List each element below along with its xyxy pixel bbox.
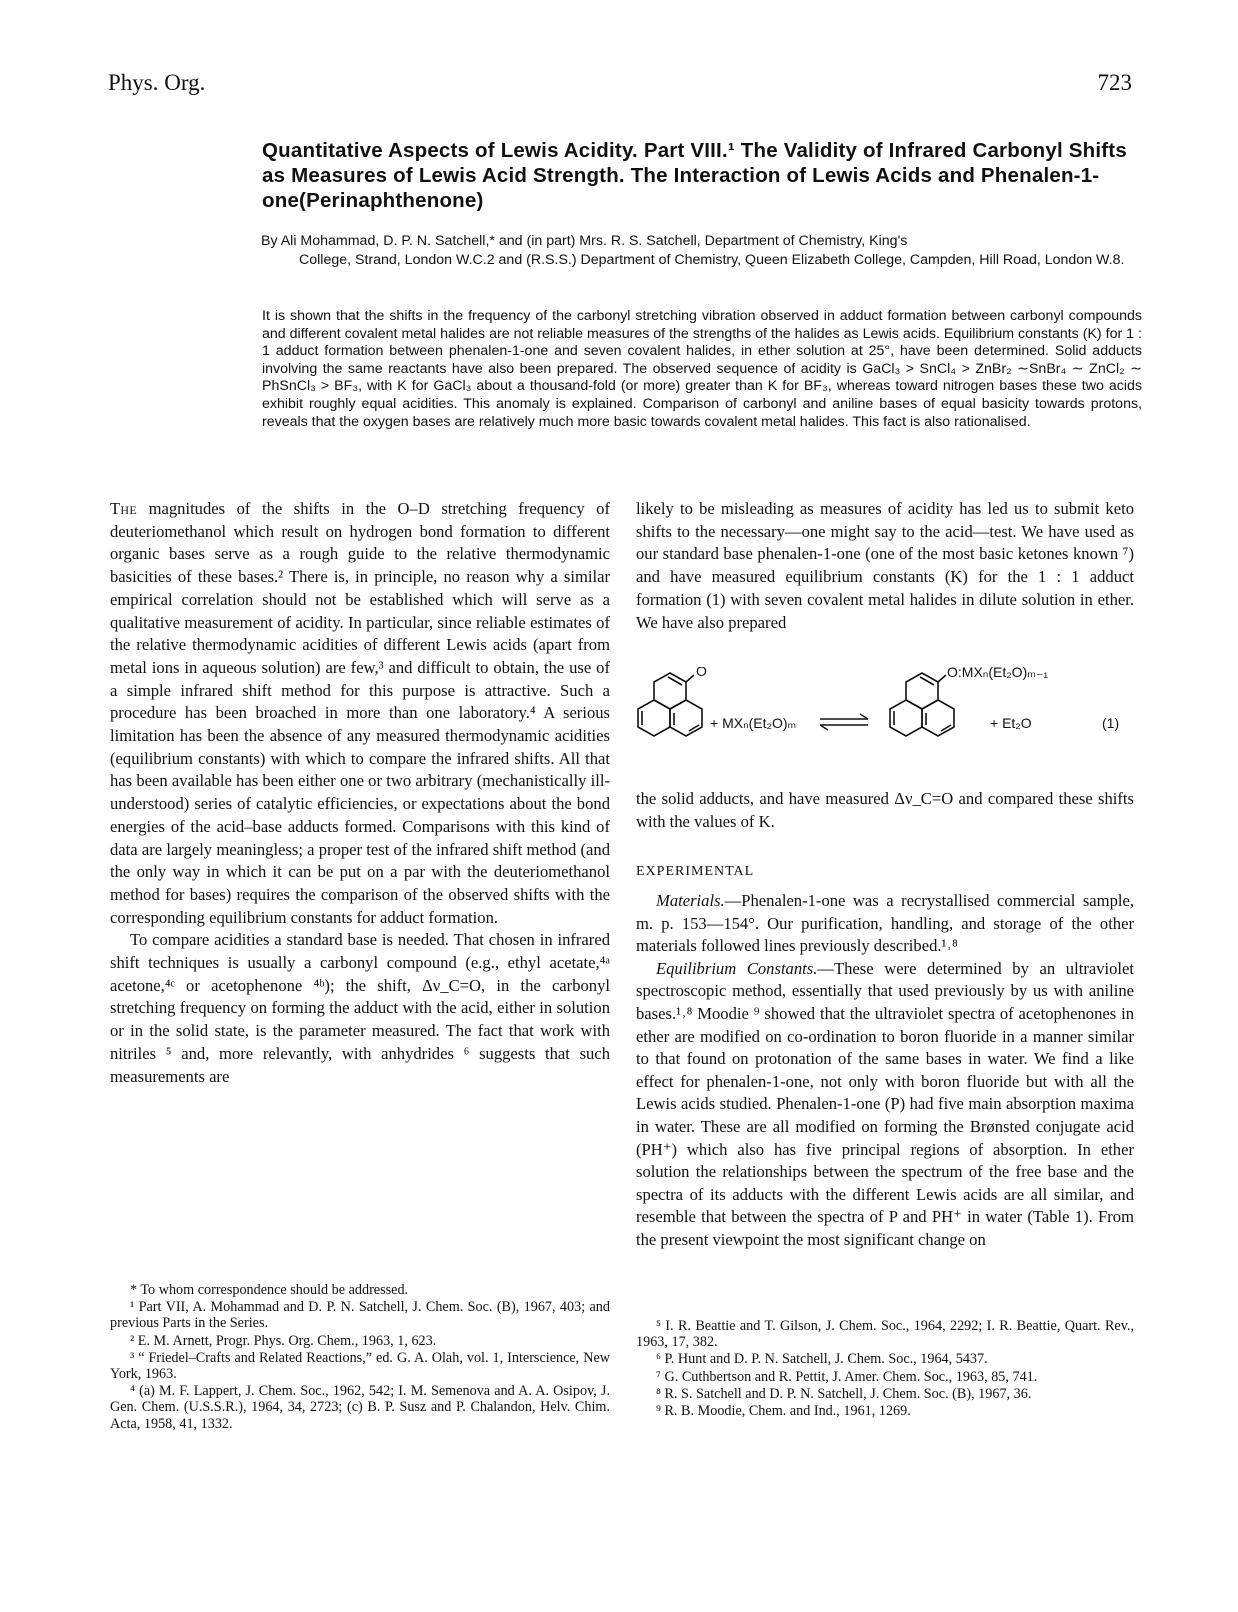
left-column (110, 498, 610, 1088)
intro-text: magnitudes of the shifts in the O–D stretching frequency of deuteriomethanol which result on hydrogen bond formation to different organic bases serve as a rough guide to the relative thermodynamic basicities of these bases.² There is, in principle, no reason why a similar empirical correlation should not be established which will serve as a qualitative measurement of acidity. In particular, since reliable estimates of the relative thermodynamic acidities of different Lewis acids (apart from metal ions in aqueous solution) are few,³ and difficult to obtain, the use of a simple infrared shift method for this purpose is attractive. Such a procedure has been broached in more than one laboratory.⁴ A serious limitation has been the absence of any measured thermodynamic acidities (equilibrium constants) with which to compare the infrared shifts. All that has been available has been either one or two arbitrary (mechanistically ill-understood) series of catalytic efficiencies, or expectations about the bond energies of the acid–base adducts formed. Comparisons with this kind of data are largely meaningless; a proper test of the infrared shift method (and the only way in which it can be put on a par with the deuteriomethanol method for bases) requires the comparison of the observed shifts with the corresponding equilibrium constants for adduct formation. (110, 499, 610, 927)
materials-label: Materials. (656, 891, 725, 910)
materials-paragraph (636, 890, 1134, 958)
page-number: 723 (1097, 70, 1132, 95)
byline (262, 232, 1142, 269)
running-head: Phys. Org. (108, 70, 206, 95)
footnotes-right (636, 1318, 1134, 1420)
equilibrium-label: Equilibrium Constants. (656, 958, 818, 978)
abstract: It is shown that the shifts in the frequency of the carbonyl stretching vibration observed in adduct formation between carbonyl compounds and different covalent metal halides are not reliable measures of the strengths of the halides as Lewis acids. Equilibrium constants (K) for 1 : 1 adduct formation between phenalen-1-one and seven covalent halides, in ether solution at 25°, have been determined. Solid adducts involving the same reactants have also been prepared. The observed sequence of acidity is GaCl₃ > SnCl₄ > ZnBr₂ ∼SnBr₄ ∼ ZnCl₂ ∼ PhSnCl₃ > BF₃, with K for GaCl₃ about a thousand-fold (or more) greater than K for BF₃, whereas toward nitrogen bases these two acids exhibit roughly equal acidities. This anomaly is explained. Comparison of carbonyl and aniline bases of equal basicity towards protons, reveals that the oxygen bases are relatively much more basic towards covalent metal halides. This fact is also rationalised. (262, 308, 1142, 430)
reagent-label: + MXₙ(Et₂O)ₘ (710, 715, 797, 731)
equilibrium-paragraph (636, 958, 1134, 1252)
byline-affiliation: College, Strand, London W.C.2 and (R.S.S.) Department of Chemistry, Queen Elizabeth College, Campden, Hill Road, London W.8. (299, 251, 1125, 268)
footnote: ² E. M. Arnett, Progr. Phys. Org. Chem., 1963, 1, 623. (130, 1332, 437, 1349)
right-paragraph-1: likely to be misleading as measures of acidity has led us to submit keto shifts to the necessary—one might say to the acid—test. We have used as our standard base phenalen-1-one (one of the most basic ketones known ⁷) and have measured equilibrium constants (K) for the 1 : 1 adduct formation (1) with seven covalent metal halides in dilute solution in ether. We have also prepared (636, 499, 1134, 632)
right-paragraph-2: the solid adducts, and have measured Δν_C=O and compared these shifts with the values of K. (636, 789, 1134, 831)
byproduct-label: + Et₂O (990, 715, 1032, 731)
intro-paragraph (110, 498, 610, 929)
drop-cap-word: The (110, 499, 138, 518)
article-title: Quantitative Aspects of Lewis Acidity. Part VIII.¹ The Validity of Infrared Carbonyl Shifts as Measures of Lewis Acid Strength. The Interaction of Lewis Acids and Phenalen-1-one(Perinaphthenone) (262, 139, 1127, 212)
byline-lead: By Ali Mohammad, D. P. N. Satchell,* and (in part) Mrs. R. S. Satchell, Department of Chemistry, King's (261, 233, 908, 249)
footnote: ⁷ G. Cuthbertson and R. Pettit, J. Amer. Chem. Soc., 1963, 85, 741. (656, 1368, 1038, 1385)
footnote: * To whom correspondence should be addressed. (130, 1282, 409, 1298)
equilibrium-text: —These were determined by an ultraviolet spectroscopic method, essentially that used previously by us with aniline bases.¹˒⁸ Moodie ⁹ showed that the ultraviolet spectra of acetophenones in ether are modified on co-ordination to boron fluoride in a manner similar to that found on protonation of the same bases in water. We find a like effect for phenalen-1-one, not only with boron fluoride but with all the Lewis acids studied. Phenalen-1-one (P) had five main absorption maxima in water. These are all modified on forming the Brønsted conjugate acid (PH⁺) which also has five principal regions of absorption. In ether solution the relationships between the spectrum of the free base and the spectra of its adducts with the different Lewis acids are all similar, and resemble that between the spectra of P and PH⁺ in water (Table 1). From the present viewpoint the most significant change on (636, 958, 1134, 1249)
reaction-scheme (634, 667, 1134, 785)
footnotes-left (110, 1282, 610, 1433)
equilibrium-arrows (820, 714, 868, 730)
right-column-top (636, 498, 1134, 634)
experimental-section (636, 890, 1134, 1252)
section-heading-experimental: EXPERIMENTAL (636, 864, 755, 879)
second-paragraph: To compare acidities a standard base is needed. That chosen in infrared shift techniques is usually a carbonyl compound (e.g., ethyl acetate,⁴ᵃ acetone,⁴ᶜ or acetophenone ⁴ᵇ); the shift, Δν_C=O, in the carbonyl stretching frequency on forming the adduct with the acid, either in solution or in the solid state, is the parameter measured. The fact that work with nitriles ⁵ and, more relevantly, with anhydrides ⁶ suggests that such measurements are (110, 930, 610, 1086)
product-label: O:MXₙ(Et₂O)ₘ₋₁ (947, 667, 1049, 680)
reactant-oxygen: O (696, 667, 707, 679)
footnote: ⁵ I. R. Beattie and T. Gilson, J. Chem. Soc., 1964, 2292; I. R. Beattie, Quart. Rev., 1963, 17, 382. (636, 1318, 1134, 1351)
equation-number: (1) (1102, 715, 1120, 731)
footnote: ⁸ R. S. Satchell and D. P. N. Satchell, J. Chem. Soc. (B), 1967, 36. (656, 1385, 1032, 1402)
footnote: ¹ Part VII, A. Mohammad and D. P. N. Satchell, J. Chem. Soc. (B), 1967, 403; and previous Parts in the Series. (110, 1299, 610, 1332)
footnote: ⁶ P. Hunt and D. P. N. Satchell, J. Chem. Soc., 1964, 5437. (656, 1351, 988, 1368)
footnote: ³ “ Friedel–Crafts and Related Reactions,” ed. G. A. Olah, vol. 1, Interscience, New York, 1963. (110, 1349, 610, 1383)
footnote: ⁹ R. B. Moodie, Chem. and Ind., 1961, 1269. (656, 1403, 911, 1420)
footnote: ⁴ (a) M. F. Lappert, J. Chem. Soc., 1962, 542; I. M. Semenova and A. A. Osipov, J. Gen. Chem. (U.S.S.R.), 1964, 34, 2723; (c) B. P. Susz and P. Chalandon, Helv. Chim. Acta, 1958, 41, 1332. (110, 1383, 610, 1432)
phenalenone-structure-right (890, 673, 954, 736)
phenalenone-structure-left (638, 673, 702, 736)
materials-text: —Phenalen-1-one was a recrystallised commercial sample, m. p. 153—154°. Our purification, handling, and storage of the other materials followed lines previously described.¹˒⁸ (636, 891, 1134, 956)
